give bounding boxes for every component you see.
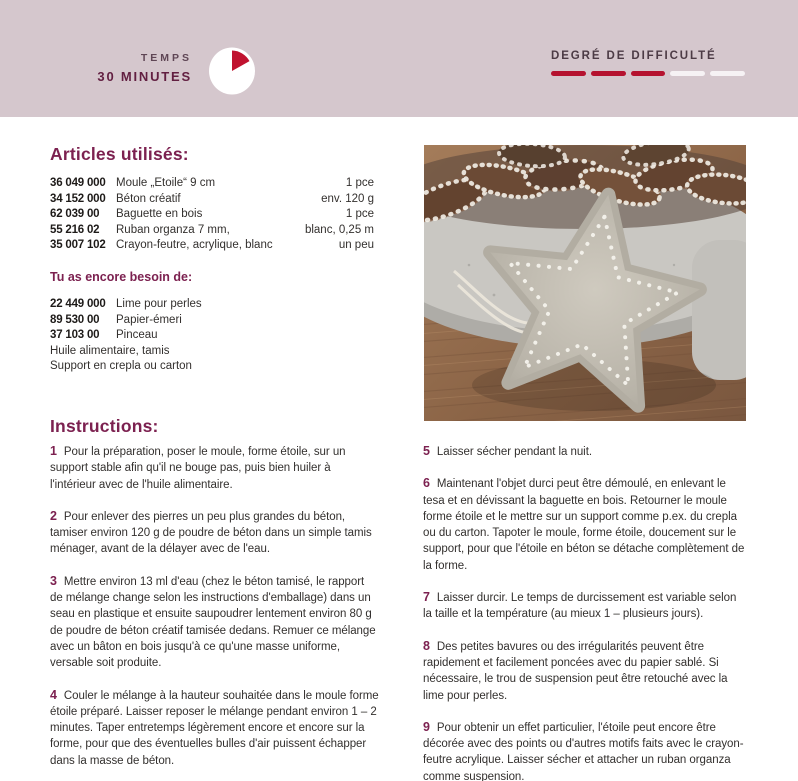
instruction-step — [423, 589, 748, 623]
step-text: Laisser durcir. Le temps de durcissement est variable selon la taille et la température (au mieux 1 – plusieurs jours). — [423, 592, 737, 621]
article-name: Crayon-feutre, acrylique, blanc — [116, 239, 273, 252]
time-value: 30 MINUTES — [97, 69, 192, 84]
article-name: Ruban organza 7 mm, — [116, 223, 230, 236]
difficulty-segment — [710, 71, 745, 76]
article-name: Moule „Etoile“ 9 cm — [116, 177, 216, 189]
instruction-step — [423, 719, 748, 781]
difficulty-segment — [670, 71, 705, 76]
instruction-step — [50, 443, 379, 493]
step-text: Des petites bavures ou des irrégularités peuvent être rapidement et facilement poncées avec du papier sablé. Si nécessaire, le trou de suspension peut être retouché avec la lime pour perles. — [423, 640, 728, 702]
table-row — [50, 223, 374, 239]
instruction-step — [423, 475, 748, 574]
timer-icon — [208, 47, 256, 95]
article-code: 22 449 000 — [50, 298, 106, 310]
step-number: 1 — [50, 444, 57, 458]
article-name: Béton créatif — [116, 192, 181, 205]
article-code: 89 530 00 — [50, 313, 100, 326]
table-row — [50, 238, 374, 254]
articles-title: Articles utilisés: — [50, 144, 189, 164]
step-number: 9 — [423, 719, 430, 734]
table-row — [50, 192, 374, 208]
product-photo — [424, 145, 746, 421]
article-qty: un peu — [338, 239, 374, 252]
step-number: 8 — [423, 638, 430, 653]
also-needed-title: Tu as encore besoin de: — [50, 270, 193, 284]
article-name: Pinceau — [116, 329, 158, 342]
article-name: Huile alimentaire, tamis — [50, 344, 170, 357]
instruction-step — [423, 638, 748, 704]
article-code: 55 216 02 — [50, 223, 100, 236]
difficulty-segment — [631, 71, 666, 76]
step-number: 2 — [50, 508, 57, 523]
header-band — [0, 0, 798, 117]
list-item — [50, 344, 374, 360]
instruction-step — [50, 687, 379, 769]
table-row — [50, 328, 374, 344]
instruction-step — [50, 573, 379, 672]
step-number: 7 — [423, 590, 430, 605]
difficulty-block — [551, 50, 745, 76]
step-text: Pour enlever des pierres un peu plus grandes du béton, tamiser environ 120 g de poudre de béton dans un simple tamis ménager, avant de la délayer avec de l'eau. — [50, 510, 372, 556]
instruction-step — [50, 508, 379, 558]
step-text: Pour la préparation, poser le moule, forme étoile, sur un support stable afin qu'il ne bouge pas, puis bien huiler à l'intérieur avec de l'huile alimentaire. — [50, 446, 346, 491]
step-text: Maintenant l'objet durci peut être démoulé, en enlevant le tesa et en dévissant la baguette en bois. Retourner le moule forme étoile et le mettre sur un support comme p.ex. du crepla ou du carton. Tapoter le moule, forme étoile, doucement sur le support, pour que l'étoile en béton se détache complètement de la forme. — [423, 478, 745, 572]
instructions-column-left — [50, 443, 379, 769]
article-code: 37 103 00 — [50, 329, 100, 342]
difficulty-label: DEGRÉ DE DIFFICULTÉ — [551, 50, 717, 62]
instructions-column-right — [423, 443, 748, 781]
article-code: 35 007 102 — [50, 239, 106, 252]
time-block — [58, 52, 192, 84]
articles-table — [50, 176, 374, 254]
article-code: 36 049 000 — [50, 177, 106, 189]
article-name: Support en crepla ou carton — [50, 360, 192, 373]
step-number: 4 — [50, 687, 57, 702]
difficulty-bar — [551, 71, 745, 76]
article-code: 34 152 000 — [50, 192, 106, 205]
step-number: 3 — [50, 573, 57, 588]
also-needed-table — [50, 297, 374, 375]
article-qty: 1 pce — [345, 208, 374, 221]
table-row — [50, 207, 374, 223]
instruction-step — [423, 443, 748, 460]
article-name: Baguette en bois — [116, 208, 203, 221]
step-text: Pour obtenir un effet particulier, l'étoile peut encore être décorée avec des points ou d'autres motifs faits avec le crayon-feutre acrylique. Laisser sécher et attacher un ruban organza comme suspension. — [423, 721, 744, 781]
step-text: Laisser sécher pendant la nuit. — [436, 446, 592, 458]
step-number: 6 — [423, 476, 430, 491]
concrete-star-illustration — [424, 145, 746, 421]
instructions-title: Instructions: — [50, 416, 159, 436]
time-label: TEMPS — [140, 52, 192, 64]
difficulty-segment — [551, 71, 586, 76]
step-number: 5 — [423, 444, 430, 458]
table-row — [50, 313, 374, 329]
article-qty: blanc, 0,25 m — [304, 223, 374, 236]
article-name: Lime pour perles — [116, 298, 202, 310]
table-row — [50, 297, 374, 313]
difficulty-segment — [591, 71, 626, 76]
article-qty: env. 120 g — [321, 192, 374, 205]
article-name: Papier-émeri — [116, 313, 182, 326]
list-item — [50, 359, 374, 375]
step-text: Couler le mélange à la hauteur souhaitée dans le moule forme étoile préparé. Laisser reposer le mélange pendant environ 1 – 2 minutes. Taper entretemps légèrement encore et encore sur la forme, pour que des éventuelles bulles d'air puissent échapper dans la masse de béton. — [50, 689, 379, 767]
table-row — [50, 176, 374, 192]
article-qty: 1 pce — [345, 177, 374, 189]
article-code: 62 039 00 — [50, 208, 100, 221]
step-text: Mettre environ 13 ml d'eau (chez le béton tamisé, le rapport de mélange change selon les instructions d'emballage) dans un seau en plastique et ensuite saupoudrer lentement environ 80 g de poudre de béton créatif tamisée dedans. Remuer ce mélange avec un bâton en bois jusqu'à ce qu'une masse uniforme, versable soit produite. — [50, 575, 376, 670]
